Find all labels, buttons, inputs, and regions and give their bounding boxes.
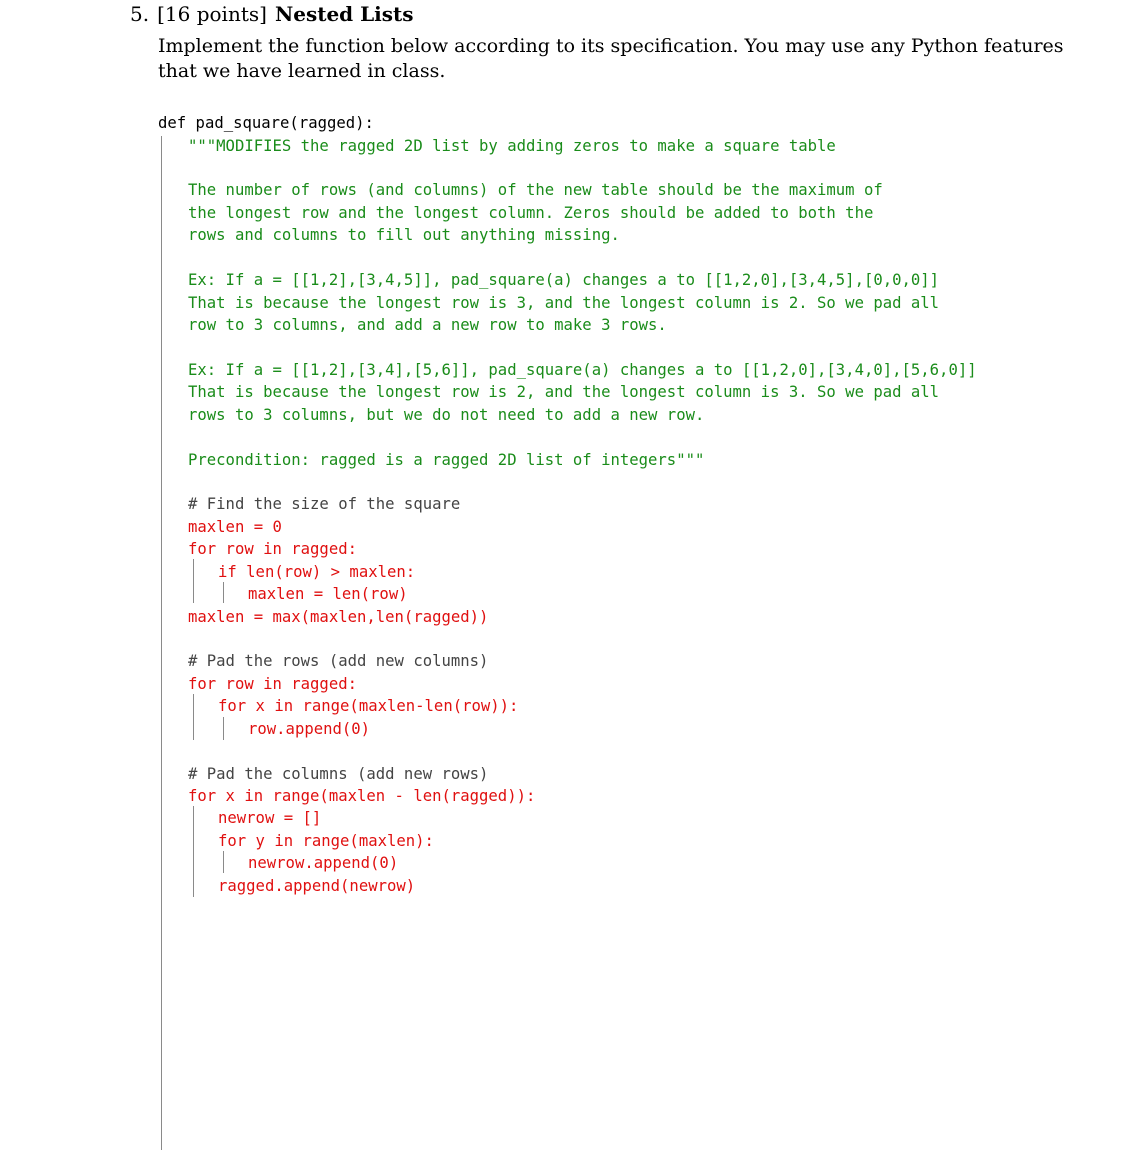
code-line: row.append(0) [248, 720, 371, 738]
code-line: if len(row) > maxlen: [218, 563, 416, 581]
if-indent-guide [223, 582, 224, 603]
loop-indent-guide [223, 851, 224, 873]
function-signature: def pad_square(ragged): [158, 114, 374, 132]
docstring-line: Ex: If a = [[1,2],[3,4,5]], pad_square(a) changes a to [[1,2,0],[3,4,5],[0,0,0]] [188, 271, 940, 289]
docstring-line: Precondition: ragged is a ragged 2D list of integers""" [188, 451, 705, 469]
code-line: newrow = [] [218, 809, 322, 827]
docstring-line: rows to 3 columns, but we do not need to add a new row. [188, 406, 705, 424]
code-line: maxlen = 0 [188, 518, 282, 536]
loop-indent-guide [223, 717, 224, 740]
code-line: maxlen = max(maxlen,len(ragged)) [188, 608, 489, 626]
code-line: for y in range(maxlen): [218, 832, 434, 850]
docstring-line: rows and columns to fill out anything missing. [188, 226, 620, 244]
docstring-line: the longest row and the longest column. Zeros should be added to both the [188, 204, 874, 222]
loop-indent-guide [193, 694, 194, 740]
question-number: 5. [130, 2, 150, 26]
loop-indent-guide [193, 559, 194, 603]
instruction-line: that we have learned in class. [158, 60, 446, 82]
code-block [158, 110, 977, 902]
code-line: for row in ragged: [188, 675, 357, 693]
function-indent-guide [161, 136, 162, 1150]
code-line: for row in ragged: [188, 540, 357, 558]
question-points: [16 points] [157, 2, 267, 26]
code-comment: # Pad the rows (add new columns) [188, 652, 489, 670]
question-title: Nested Lists [274, 2, 414, 26]
docstring-line: """MODIFIES the ragged 2D list by adding zeros to make a square table [188, 137, 836, 155]
code-line: ragged.append(newrow) [218, 877, 416, 895]
code-comment: # Find the size of the square [188, 495, 461, 513]
loop-indent-guide [193, 806, 194, 897]
code-line: newrow.append(0) [248, 854, 399, 872]
docstring-line: The number of rows (and columns) of the new table should be the maximum of [188, 181, 883, 199]
docstring-line: That is because the longest row is 2, and the longest column is 3. So we pad all [188, 383, 940, 401]
question-instructions [158, 34, 1064, 84]
docstring-line: Ex: If a = [[1,2],[3,4],[5,6]], pad_square(a) changes a to [[1,2,0],[3,4,0],[5,6,0]] [188, 361, 977, 379]
code-line: maxlen = len(row) [248, 585, 408, 603]
docstring-line: That is because the longest row is 3, and the longest column is 2. So we pad all [188, 294, 940, 312]
question-header [130, 1, 414, 27]
code-line: for x in range(maxlen-len(row)): [218, 697, 519, 715]
instruction-line: Implement the function below according to its specification. You may use any Python features [158, 35, 1064, 57]
code-comment: # Pad the columns (add new rows) [188, 765, 489, 783]
docstring-line: row to 3 columns, and add a new row to make 3 rows. [188, 316, 667, 334]
code-line: for x in range(maxlen - len(ragged)): [188, 787, 536, 805]
